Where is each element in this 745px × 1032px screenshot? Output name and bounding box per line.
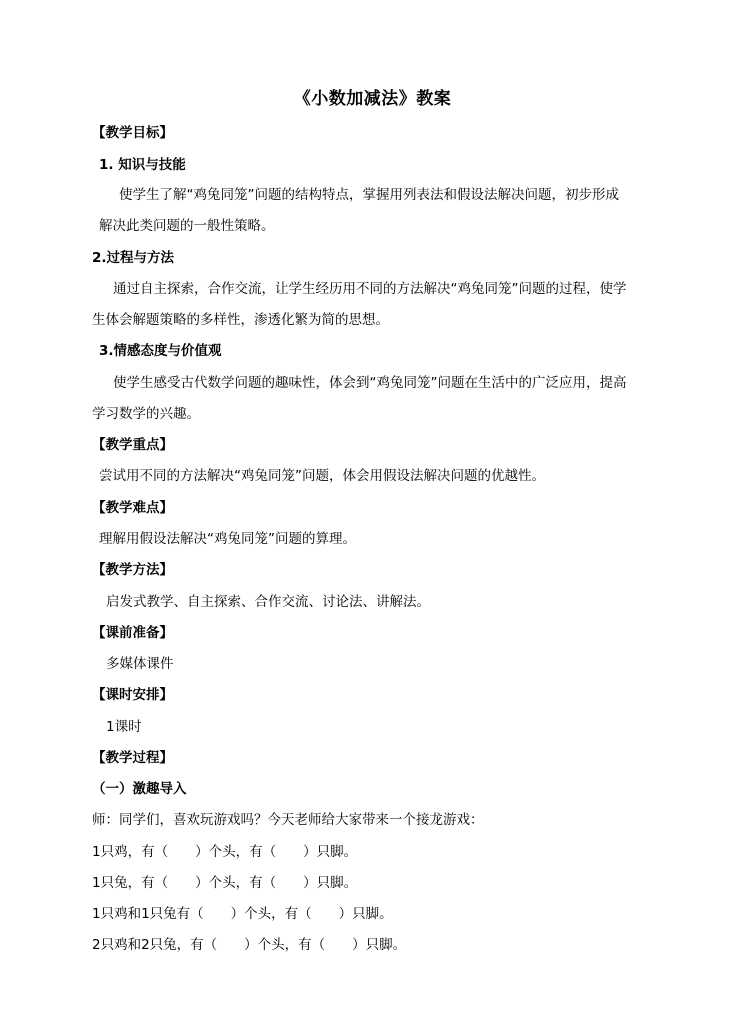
process-heading: 【教学过程】 — [92, 750, 173, 766]
objective-3-heading: 3.情感态度与价值观 — [99, 343, 222, 359]
preparation-text: 多媒体课件 — [106, 656, 174, 672]
game-line-1: 1只鸡，有（ ）个头，有（ ）只脚。 — [92, 844, 358, 860]
schedule-heading: 【课时安排】 — [92, 687, 173, 703]
objective-2-heading: 2.过程与方法 — [92, 250, 175, 266]
step-1-heading: （一）激趣导入 — [92, 781, 187, 797]
game-line-2: 1只兔，有（ ）个头，有（ ）只脚。 — [92, 875, 358, 891]
schedule-text: 1课时 — [106, 719, 142, 735]
game-line-4: 2只鸡和2只兔，有（ ）个头，有（ ）只脚。 — [92, 937, 407, 953]
objective-1-heading: 1. 知识与技能 — [99, 157, 186, 173]
preparation-heading: 【课前准备】 — [92, 625, 173, 641]
methods-heading: 【教学方法】 — [92, 562, 173, 578]
teacher-line: 师：同学们，喜欢玩游戏吗？今天老师给大家带来一个接龙游戏： — [92, 812, 484, 828]
methods-text: 启发式教学、自主探索、合作交流、讨论法、讲解法。 — [106, 594, 430, 610]
difficulty-heading: 【教学难点】 — [92, 500, 173, 516]
objective-1-text-line-2: 解决此类问题的一般性策略。 — [99, 218, 275, 234]
key-points-heading: 【教学重点】 — [92, 437, 173, 453]
objective-2-text-line-1: 通过自主探索，合作交流，让学生经历用不同的方法解决“鸡兔同笼”问题的过程，使学 — [113, 281, 627, 297]
game-line-3: 1只鸡和1只兔有（ ）个头，有（ ）只脚。 — [92, 906, 393, 922]
objective-1-text-line-1: 使学生了解“鸡兔同笼”问题的结构特点，掌握用列表法和假设法解决问题，初步形成 — [119, 187, 619, 203]
objective-2-text-line-2: 生体会解题策略的多样性，渗透化繁为简的思想。 — [92, 312, 389, 328]
document-title: 《小数加减法》教案 — [293, 89, 452, 109]
objective-3-text-line-1: 使学生感受古代数学问题的趣味性，体会到“鸡兔同笼”问题在生活中的广泛应用，提高 — [113, 375, 627, 391]
objective-3-text-line-2: 学习数学的兴趣。 — [92, 406, 200, 422]
difficulty-text: 理解用假设法解决“鸡兔同笼”问题的算理。 — [99, 531, 356, 547]
objectives-heading: 【教学目标】 — [92, 125, 173, 141]
key-points-text: 尝试用不同的方法解决“鸡兔同笼”问题，体会用假设法解决问题的优越性。 — [99, 468, 545, 484]
